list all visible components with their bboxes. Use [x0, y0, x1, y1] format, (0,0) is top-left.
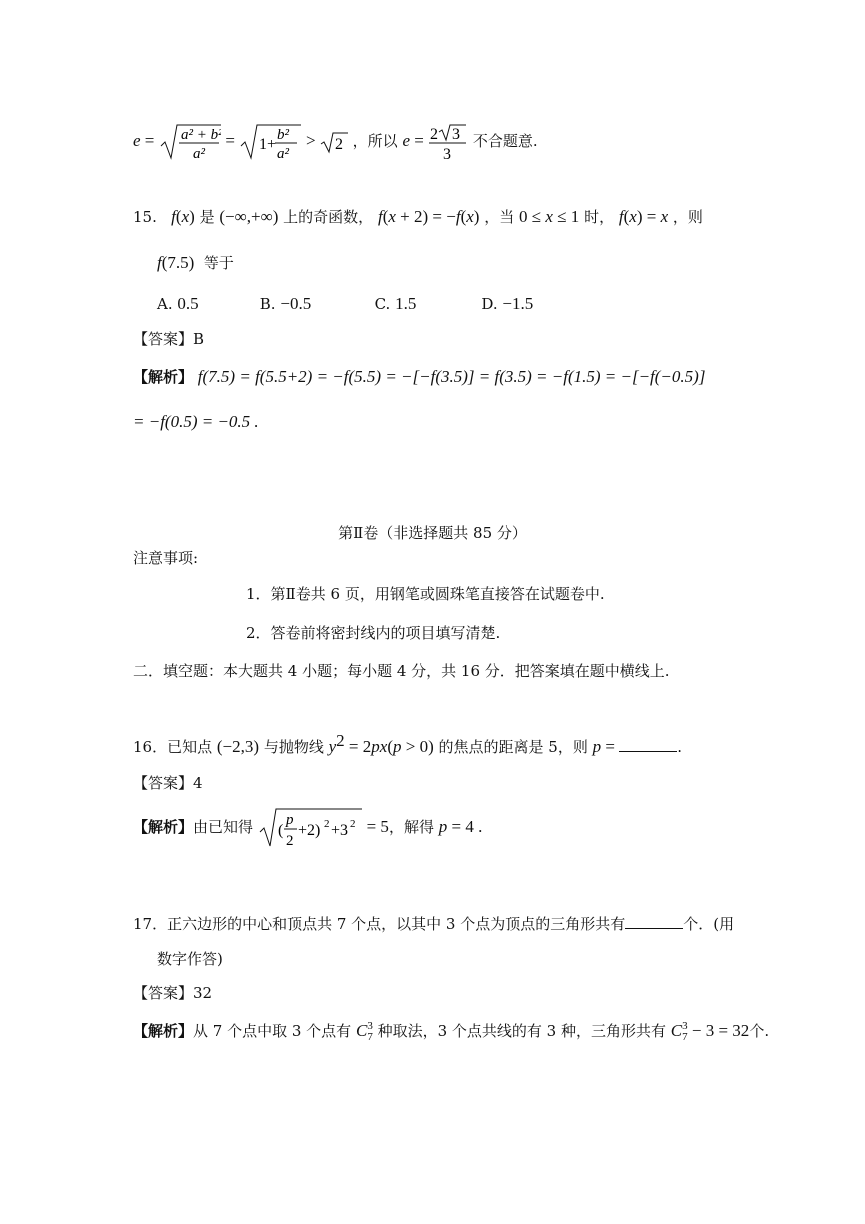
q15-analysis-line2: = −f(0.5) = −0.5 . [133, 412, 259, 431]
fraction-2sqrt3-over-3 [428, 122, 468, 162]
svg-text:3: 3 [452, 126, 461, 143]
svg-text:1+: 1+ [259, 136, 277, 153]
prev-tail-text: ，所以 [352, 132, 398, 150]
svg-text:+3: +3 [330, 822, 348, 839]
svg-text:a²: a² [277, 146, 290, 162]
svg-text:(: ( [277, 822, 284, 839]
q15-answer: 【答案】B [133, 330, 205, 348]
prev-eccentricity-line: e = a² + b² a² = 1+ b² a² > 2 ，所以 e = 2 3 3 不合题意. [133, 122, 538, 162]
svg-text:2: 2 [430, 126, 439, 143]
q15-stem-line1: 15. f(x) 是 (−∞,+∞) 上的奇函数， f(x + 2) = −f(x) ，当 0 ≤ x ≤ 1 时， f(x) = x ，则 [133, 207, 703, 226]
q17-answer-blank[interactable] [625, 914, 683, 929]
section-title: 第Ⅱ卷（非选择题共 85 分） [338, 524, 527, 542]
q16-stem: 16．已知点 (−2,3) 与抛物线 $y^2 = 2px(p > 0)$ 的焦点的距离是 5，则 p = . [133, 731, 682, 756]
svg-text:+2): +2) [297, 822, 321, 839]
q15-option-b: B. −0.5 [259, 294, 312, 313]
prev-tail-text-2: 不合题意. [472, 132, 538, 150]
svg-text:b²: b² [277, 127, 290, 143]
sqrt-fraction-expr-1 [159, 122, 221, 162]
q17-answer: 【答案】32 [133, 984, 213, 1002]
q15-options [157, 293, 533, 315]
part-two-heading: 二．填空题：本大题共 4 小题；每小题 4 分，共 16 分．把答案填在题中横线上. [133, 662, 670, 680]
svg-text:2: 2 [334, 136, 343, 153]
q16-answer: 【答案】4 [133, 774, 203, 792]
q16-answer-blank[interactable] [619, 737, 677, 752]
q16-analysis: 【解析】由已知得 ( p 2 +2) 2 +3 2 = 5，解得 p = 4 . [133, 806, 482, 850]
q15-stem-line2: f(7.5) 等于 [157, 253, 234, 272]
q15-option-d: D. −1.5 [481, 294, 534, 313]
sqrt-fraction-expr-2 [239, 122, 301, 162]
notice-heading: 注意事项: [133, 549, 199, 567]
q15-option-a: A. 0.5 [157, 294, 199, 313]
q15-number: 15. [133, 208, 157, 226]
q17-stem-line1: 17．正六边形的中心和顶点共 7 个点，以其中 3 个点为顶点的三角形共有 个．(用 [133, 915, 735, 933]
svg-text:a² + b²: a² + b² [180, 127, 221, 143]
svg-text:2: 2 [323, 818, 330, 830]
svg-text:2: 2 [285, 833, 294, 849]
svg-text:p: p [285, 812, 294, 828]
q15-option-c: C. 1.5 [374, 294, 417, 313]
svg-text:2: 2 [349, 818, 356, 830]
notice-item-2: 2．答卷前将密封线内的项目填写清楚. [246, 624, 501, 642]
sqrt-two [320, 130, 348, 154]
q17-stem-line2: 数字作答) [157, 950, 223, 968]
q16-sqrt-expr [258, 806, 362, 850]
notice-item-1: 1．第Ⅱ卷共 6 页，用钢笔或圆珠笔直接答在试题卷中. [246, 585, 605, 603]
svg-text:a²: a² [192, 146, 205, 162]
q17-analysis: 【解析】从 7 个点中取 3 个点有 C 3 7 种取法，3 个点共线的有 3 种，三角形共有 C 3 7 − 3 = 32个. [133, 1020, 770, 1043]
q15-analysis-line1: 【解析】 f(7.5) = f(5.5+2) = −f(5.5) = −[−f(3.5)] = f(3.5) = −f(1.5) = −[−f(−0.5)] [133, 367, 706, 386]
svg-text:3: 3 [443, 146, 452, 162]
